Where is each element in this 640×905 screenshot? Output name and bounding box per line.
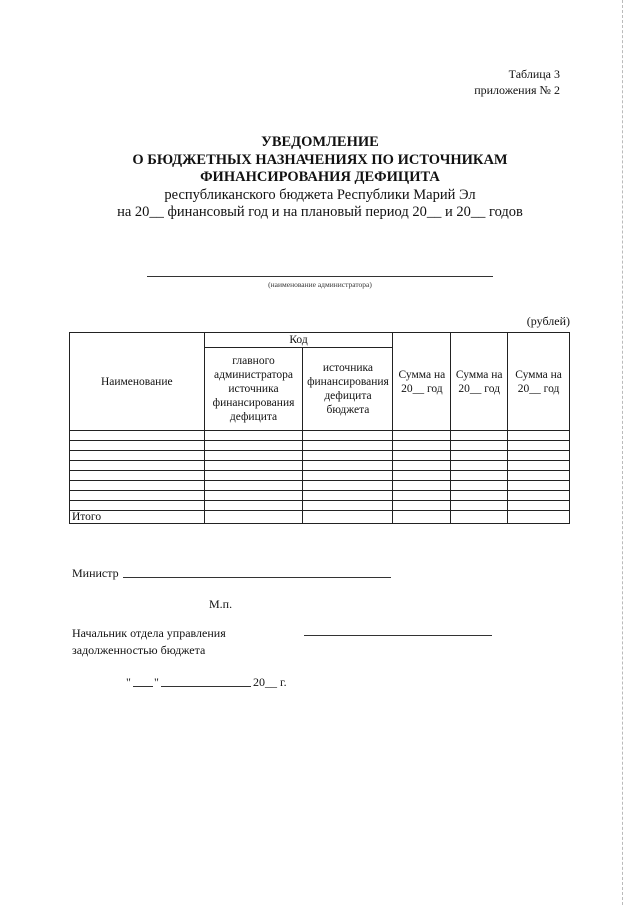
seal-label: М.п. <box>209 597 233 611</box>
table-header-row <box>70 333 570 348</box>
table-row[interactable] <box>70 441 570 451</box>
document-subtitle-2: ФИНАНСИРОВАНИЯ ДЕФИЦИТА <box>200 169 440 185</box>
header-code-source: источника финансирования дефицита бюджета <box>303 348 393 431</box>
header-sum-2: Сумма на 20__ год <box>451 333 508 431</box>
header-code-admin: главного администратора источника финансирования дефицита <box>204 348 303 431</box>
units-label: (рублей) <box>526 314 570 328</box>
administrator-caption: (наименование администратора) <box>268 280 372 289</box>
table-row[interactable] <box>70 481 570 491</box>
table-reference <box>474 66 560 98</box>
table-row[interactable] <box>70 491 570 501</box>
document-subtitle-1: О БЮДЖЕТНЫХ НАЗНАЧЕНИЯХ ПО ИСТОЧНИКАМ <box>132 151 508 168</box>
date-close-quote: " <box>154 675 159 689</box>
table-row[interactable] <box>70 431 570 441</box>
date-year: 20__ г. <box>253 675 287 689</box>
minister-label: Министр <box>72 566 119 580</box>
table-total-row <box>70 511 570 524</box>
budget-table <box>69 332 570 524</box>
date-day-line[interactable] <box>133 686 153 687</box>
document-subtitle-4: на 20__ финансовый год и на плановый период 20__ и 20__ годов <box>117 204 523 220</box>
document-subtitle-3: республиканского бюджета Республики Марий Эл <box>164 186 476 203</box>
date-month-line[interactable] <box>161 686 251 687</box>
head-of-department-label <box>72 625 226 659</box>
head-label-line-1: Начальник отдела управления <box>72 626 226 640</box>
administrator-name-line[interactable] <box>147 276 493 277</box>
minister-signature-line[interactable] <box>123 577 391 578</box>
date-open-quote: " <box>126 675 131 689</box>
header-code: Код <box>204 333 393 348</box>
head-signature-line[interactable] <box>304 635 492 636</box>
document-title: УВЕДОМЛЕНИЕ <box>261 134 379 150</box>
head-label-line-2: задолженностью бюджета <box>72 643 206 657</box>
table-row[interactable] <box>70 461 570 471</box>
reference-line-2: приложения № 2 <box>474 83 560 97</box>
header-sum-1: Сумма на 20__ год <box>393 333 451 431</box>
document-heading <box>0 134 640 222</box>
table-row[interactable] <box>70 471 570 481</box>
reference-line-1: Таблица 3 <box>508 67 560 81</box>
total-label: Итого <box>70 511 205 524</box>
header-sum-3: Сумма на 20__ год <box>508 333 570 431</box>
table-row[interactable] <box>70 501 570 511</box>
header-name: Наименование <box>70 333 205 431</box>
table-row[interactable] <box>70 451 570 461</box>
